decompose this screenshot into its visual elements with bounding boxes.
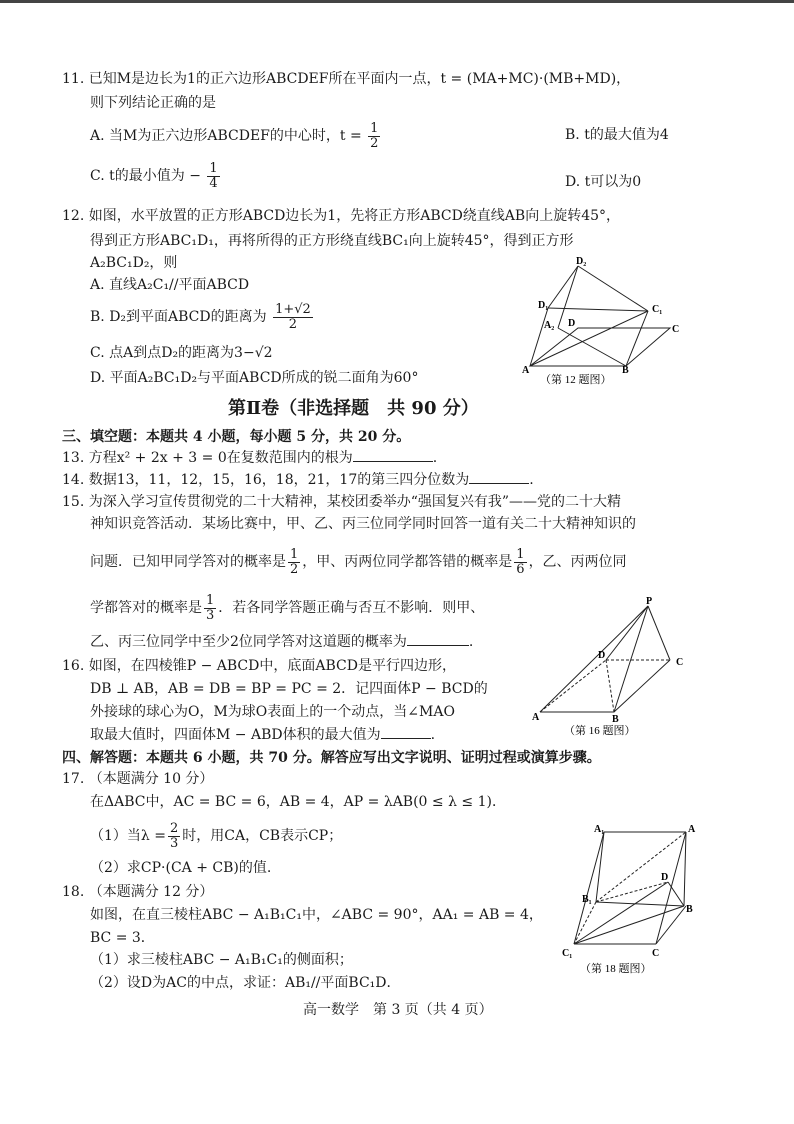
q11-option-a-fraction [368, 122, 380, 150]
q17-title: 17. （本题满分 10 分） [62, 771, 214, 787]
q17-sub1-fraction [168, 822, 180, 850]
q15-line4-post: ．若各同学答题正确与否互不影响．则甲、 [218, 600, 485, 617]
label-a1: A₁ [594, 824, 605, 835]
q16-figure-caption: （第 16 题图） [564, 725, 636, 737]
label-p: P [646, 596, 653, 607]
q15-fraction-3 [204, 594, 216, 622]
section4-heading: 四、解答题：本题共 6 小题，共 70 分。解答应写出文字说明、证明过程或演算步骤。 [62, 750, 601, 766]
label-c1: C₁ [562, 948, 573, 959]
q14-answer-blank [469, 483, 529, 484]
label-a: A [522, 365, 530, 376]
label-d2: D₂ [576, 256, 587, 267]
q15-line5: 乙、丙三位同学中至少2位同学答对这道题的概率为 . [90, 634, 474, 650]
q16-line2: DB ⊥ AB，AB = DB = BP = PC = 2．记四面体P − BCD的 [90, 681, 488, 697]
q16-line3: 外接球的球心为O，M为球O表面上的一个动点，当∠MAO [90, 704, 455, 720]
label-a: A [532, 712, 540, 723]
frac-denominator: 3 [206, 607, 215, 623]
q15-fraction-2 [514, 548, 526, 576]
label-b: B [612, 714, 619, 725]
q13-stem: 13. 方程x² + 2x + 3 = 0在复数范围内的根为 [62, 450, 353, 466]
q15-answer-blank [407, 645, 469, 646]
q12-option-b-text: B. D₂到平面ABCD的距离为 [90, 309, 267, 326]
q18-stem-line2: BC = 3． [90, 930, 155, 946]
q12-stem-line3: A₂BC₁D₂，则 [90, 255, 178, 271]
frac-numerator: 2 [169, 821, 179, 836]
frac-denominator: 4 [209, 175, 218, 191]
q12-option-c: C. 点A到点D₂的距离为3−√2 [90, 345, 273, 361]
q18-sub1: （1）求三棱柱ABC − A₁B₁C₁的侧面积； [90, 952, 353, 968]
q11-option-c [90, 162, 222, 190]
label-b1: B₁ [582, 894, 592, 905]
label-a2: A₂ [544, 320, 555, 331]
q12-option-b-fraction [273, 303, 313, 331]
label-d: D [598, 650, 606, 661]
frac-numerator: 1 [206, 593, 215, 608]
q15-fraction-1 [288, 548, 300, 576]
label-d: D [661, 872, 669, 883]
q14-text: 14. 数据13，11，12，15，16，18，21，17的第三四分位数为 . [62, 472, 534, 488]
q11-option-d: D. t可以为0 [565, 174, 642, 190]
q14-stem: 14. 数据13，11，12，15，16，18，21，17的第三四分位数为 [62, 472, 470, 488]
frac-denominator: 6 [516, 561, 525, 577]
q12-stem-line2: 得到正方形ABC₁D₁，再将所得的正方形绕直线BC₁向上旋转45°，得到正方形 [90, 233, 574, 249]
q15-stem-end: 乙、丙三位同学中至少2位同学答对这道题的概率为 [90, 634, 407, 650]
frac-numerator: 1 [209, 161, 218, 176]
section3-heading: 三、填空题：本题共 4 小题，每小题 5 分，共 20 分。 [62, 429, 411, 445]
q11-stem-line1: 11. 已知M是边长为1的正六边形ABCDEF所在平面内一点，t = (MA+MC)·(MB+MD)， [62, 71, 631, 87]
q16-line4: 取最大值时，四面体M − ABD体积的最大值为 . [90, 727, 436, 743]
label-c: C [652, 948, 660, 959]
q15-line1: 15. 为深入学习宣传贯彻党的二十大精神，某校团委举办“强国复兴有我”——党的二十大精 [62, 494, 622, 510]
q16-figure [530, 596, 700, 738]
q11-option-b: B. t的最大值为4 [565, 127, 669, 143]
q15-line4-pre: 学都答对的概率是 [90, 600, 202, 617]
q15-line4 [90, 594, 484, 622]
q12-option-a: A. 直线A₂C₁//平面ABCD [90, 277, 250, 293]
page-footer: 高一数学 第 3 页（共 4 页） [303, 1002, 493, 1018]
q17-sub1-post: 时，用CA，CB表示CP； [182, 828, 343, 845]
q11-option-a [90, 122, 382, 150]
q11-stem-line2: 则下列结论正确的是 [90, 95, 216, 111]
q15-line3-post: ，乙、丙两位同 [528, 554, 627, 571]
section2-title: 第Ⅱ卷（非选择题 共 90 分） [228, 398, 479, 419]
frac-numerator: 1 [370, 121, 379, 136]
q12-figure [518, 256, 688, 386]
q11-option-c-fraction [207, 162, 219, 190]
frac-denominator: 3 [169, 835, 179, 851]
q12-option-b [90, 303, 315, 331]
frac-denominator: 2 [288, 316, 298, 332]
label-b: B [686, 904, 693, 915]
q18-title: 18. （本题满分 12 分） [62, 884, 214, 900]
q15-line2: 神知识竞答活动．某场比赛中，甲、乙、丙三位同学同时回答一道有关二十大精神知识的 [90, 516, 636, 532]
label-d: D [568, 318, 576, 329]
frac-denominator: 2 [370, 135, 379, 151]
q11-option-a-text: A. 当M为正六边形ABCDEF的中心时，t = [90, 128, 362, 145]
label-c: C [672, 324, 680, 335]
frac-denominator: 2 [290, 561, 299, 577]
label-d1: D₁ [538, 300, 549, 311]
q15-line3-pre: 问题．已知甲同学答对的概率是 [90, 554, 286, 571]
page-top-border [0, 0, 794, 3]
q17-stem: 在ΔABC中，AC = BC = 6，AB = 4，AP = λAB(0 ≤ λ ≤ 1)． [90, 794, 506, 810]
frac-numerator: 1 [290, 547, 299, 562]
label-a: A [688, 824, 696, 835]
q13-text: 13. 方程x² + 2x + 3 = 0在复数范围内的根为 . [62, 450, 438, 466]
q16-line1: 16. 如图，在四棱锥P − ABCD中，底面ABCD是平行四边形， [62, 658, 456, 674]
q16-stem-end: 取最大值时，四面体M − ABD体积的最大值为 [90, 727, 381, 743]
q18-figure [560, 822, 700, 982]
q12-stem-line1: 12. 如图，水平放置的正方形ABCD边长为1，先将正方形ABCD绕直线AB向上旋转45°， [62, 208, 621, 224]
label-c1: C₁ [652, 304, 663, 315]
frac-numerator: 1 [516, 547, 525, 562]
q18-sub2: （2）设D为AC的中点，求证：AB₁//平面BC₁D． [90, 975, 401, 991]
q11-option-c-text: C. t的最小值为 − [90, 168, 201, 185]
q13-answer-blank [353, 461, 433, 462]
q17-sub2: （2）求CP·(CA + CB)的值. [90, 860, 272, 876]
q15-line3-mid: ，甲、丙两位同学都答错的概率是 [302, 554, 513, 571]
q18-stem-line1: 如图，在直三棱柱ABC − A₁B₁C₁中，∠ABC = 90°，AA₁ = AB = 4， [90, 907, 543, 923]
label-c: C [676, 657, 684, 668]
q17-sub1 [90, 822, 342, 850]
label-b: B [622, 365, 629, 376]
q18-figure-caption: （第 18 题图） [580, 963, 652, 975]
q12-option-d: D. 平面A₂BC₁D₂与平面ABCD所成的锐二面角为60° [90, 370, 419, 386]
q15-line3 [90, 548, 627, 576]
q12-figure-caption: （第 12 题图） [540, 374, 612, 386]
q17-sub1-pre: （1）当λ = [90, 828, 166, 845]
frac-numerator: 1+√2 [275, 302, 311, 317]
q16-answer-blank [381, 738, 431, 739]
